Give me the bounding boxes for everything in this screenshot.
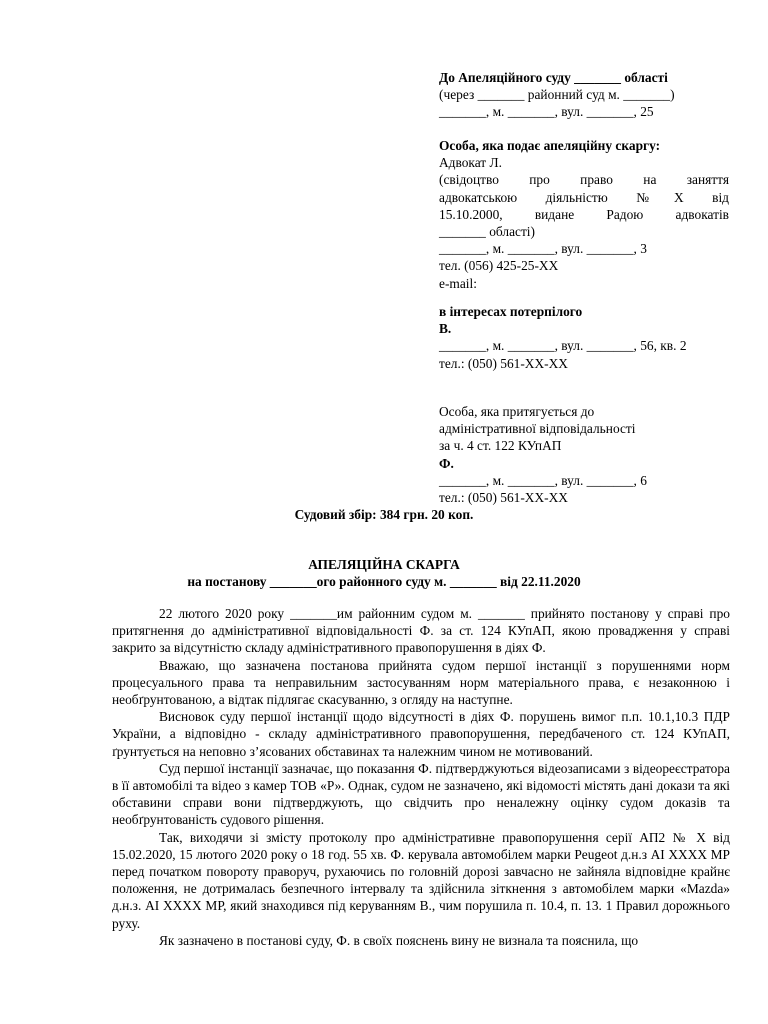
recipient-via-court: (через _______ районний суд м. _______) (439, 87, 675, 103)
appellant-email: e-mail: (439, 275, 477, 291)
document-title: АПЕЛЯЦІЙНА СКАРГА (308, 557, 460, 572)
accused-name: Ф. (439, 455, 454, 471)
appellant-name: Адвокат Л. (439, 155, 502, 171)
victim-phone: тел.: (050) 561-ХХ-ХХ (439, 355, 568, 371)
body-paragraph: 22 лютого 2020 року _______им районним судом м. _______ прийнято постанову у справі про притягнення до адміністративної відповідальності Ф. за ст. 124 КУпАП, якою провадження у справі закрито за відсутністю складу адміністративного правопорушення в діях Ф. (112, 606, 730, 656)
appellant-block (439, 137, 729, 292)
appellant-certificate-line-1: (свідоцтво про право на заняття (439, 172, 729, 188)
appellant-heading: Особа, яка подає апеляційну скаргу: (439, 138, 661, 153)
accused-block (439, 403, 729, 506)
recipient-block (439, 69, 729, 121)
body-paragraph: Висновок суду першої інстанції щодо відсутності в діях Ф. порушень вимог п.п. 10.1,10.3 ПДР України, а відповідно - складу адміністративного правопорушення, передбаченого ст. 124 КУпАП, ґрунтується на неповно з’ясованих обставинах та належним чином не мотивований. (112, 709, 730, 759)
appellant-phone: тел. (056) 425-25-ХХ (439, 258, 559, 274)
accused-phone: тел.: (050) 561-ХХ-ХХ (439, 490, 568, 506)
accused-line-1: Особа, яка притягується до (439, 404, 595, 419)
victim-address: _______, м. _______, вул. _______, 56, кв. 2 (439, 338, 687, 354)
document-subtitle: на постанову _______ого районного суду м. _______ від 22.11.2020 (187, 574, 581, 589)
court-fee: Судовий збір: 384 грн. 20 коп. (294, 507, 474, 522)
appellant-certificate-line-2: адвокатською діяльністю №Х від (439, 189, 729, 205)
document-body (112, 605, 730, 949)
appellant-address: _______, м. _______, вул. _______, 3 (439, 241, 647, 257)
recipient-court: До Апеляційного суду _______ області (439, 70, 668, 85)
body-paragraph: Так, виходячи зі змісту протоколу про адміністративне правопорушення серії АП2 № Х від 15.02.2020, 15 лютого 2020 року о 18 год. 55 хв. Ф. керувала автомобілем марки Peugeot д.н.з АІ ХХХХ МР перед початком повороту праворуч, рухаючись по головній дорозі завчасно не зайняла відповідне крайнє положення, не дотрималась безпечного інтервалу та здійснила зіткнення з автомобілем марки «Mazda» д.н.з. АІ ХХХХ МР, який знаходився під керуванням В., чим порушила п. 10.4, п. 13. 1 Правил дорожнього руху. (112, 829, 730, 931)
recipient-address: _______, м. _______, вул. _______, 25 (439, 104, 654, 120)
appellant-certificate-line-3: 15.10.2000, видане Радою адвокатів (439, 206, 729, 222)
body-paragraph: Суд першої інстанції зазначає, що показання Ф. підтверджуються відеозаписами з відеореєстратора в її автомобілі та відео з камер ТОВ «Р». Однак, судом не зазначено, які відомості містять дані докази та які обставини справи вони підтверджують, що свідчить про неналежну оцінку судом доказів та необґрунтованість судового рішення. (112, 760, 730, 828)
body-paragraph: Вважаю, що зазначена постанова прийнята судом першої інстанції з порушеннями норм процесуального права та неправильним застосуванням норм матеріального права, є незаконною і необґрунтованою, а відтак підлягає скасуванню, з огляду на наступне. (112, 657, 730, 708)
appellant-certificate-line-4: _______ області) (439, 224, 535, 240)
victim-name: В. (439, 321, 452, 337)
accused-line-3: за ч. 4 ст. 122 КУпАП (439, 438, 562, 454)
body-paragraph: Як зазначено в постанові суду, Ф. в своїх пояснень вину не визнала та пояснила, що (159, 932, 639, 948)
victim-heading: в інтересах потерпілого (439, 304, 583, 319)
victim-block (439, 303, 729, 372)
accused-line-2: адміністративної відповідальності (439, 421, 636, 437)
accused-address: _______, м. _______, вул. _______, 6 (439, 472, 647, 488)
